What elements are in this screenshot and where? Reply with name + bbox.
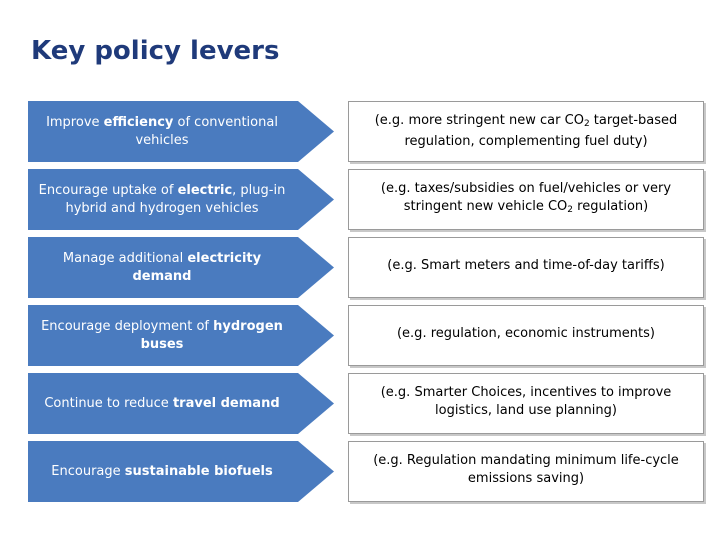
page-title: Key policy levers	[31, 36, 280, 66]
lever-label: Manage additional electricity demand	[62, 250, 262, 284]
lever-arrow	[28, 305, 334, 366]
policy-lever-row	[28, 237, 704, 298]
lever-example-box: (e.g. Smarter Choices, incentives to improve logistics, land use planning)	[348, 373, 704, 434]
lever-arrow	[28, 169, 334, 230]
lever-example-box: (e.g. taxes/subsidies on fuel/vehicles or very stringent new vehicle $CO_2$ regulation)	[348, 169, 704, 230]
policy-lever-list	[28, 101, 704, 509]
lever-label: Encourage sustainable biofuels	[51, 463, 273, 479]
lever-arrow	[28, 237, 334, 298]
lever-label: Continue to reduce travel demand	[44, 395, 280, 411]
lever-example-box: (e.g. Smart meters and time-of-day tariffs)	[348, 237, 704, 298]
lever-label: Encourage uptake of electric, plug-in hybrid and hydrogen vehicles	[38, 182, 286, 216]
policy-lever-row	[28, 441, 704, 502]
policy-lever-row	[28, 305, 704, 366]
policy-lever-row	[28, 373, 704, 434]
lever-arrow	[28, 441, 334, 502]
policy-lever-row	[28, 101, 704, 162]
lever-example-box: (e.g. more stringent new car $CO_2$ target-based regulation, complementing fuel duty)	[348, 101, 704, 162]
lever-example-box: (e.g. Regulation mandating minimum life-cycle emissions saving)	[348, 441, 704, 502]
lever-arrow	[28, 373, 334, 434]
lever-example-box: (e.g. regulation, economic instruments)	[348, 305, 704, 366]
lever-label: Improve efficiency of conventional vehicles	[46, 114, 278, 148]
policy-lever-row	[28, 169, 704, 230]
lever-label: Encourage deployment of hydrogen buses	[41, 318, 283, 352]
lever-arrow	[28, 101, 334, 162]
